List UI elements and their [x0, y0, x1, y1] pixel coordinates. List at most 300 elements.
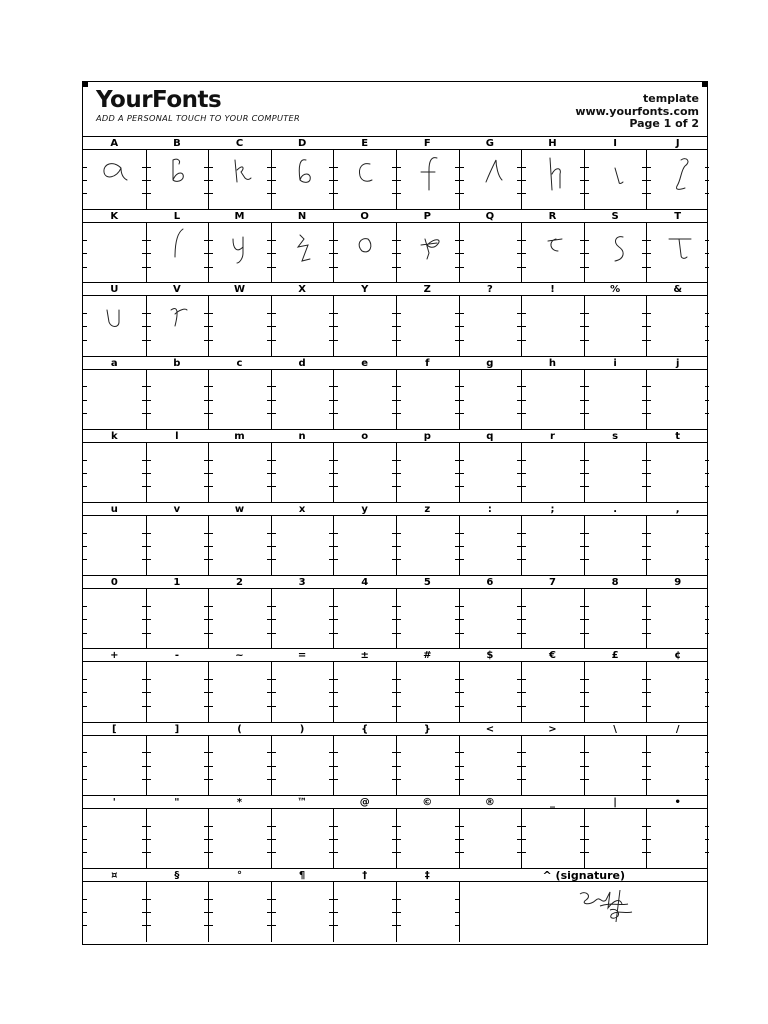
glyph-label: j [675, 357, 680, 369]
guide-tick [585, 340, 589, 341]
glyph-cell[interactable] [83, 662, 146, 722]
glyph-cell[interactable] [271, 662, 334, 722]
glyph-cell[interactable] [333, 150, 396, 210]
glyph-cell[interactable] [271, 516, 334, 576]
glyph-label: • [674, 796, 681, 808]
grid-row [83, 210, 707, 283]
label-bar [83, 576, 707, 589]
glyph-label: | [613, 796, 617, 808]
guide-tick [147, 692, 151, 693]
guide-tick [522, 340, 526, 341]
guide-tick [460, 606, 464, 607]
glyph-cell[interactable] [584, 150, 647, 210]
glyph-cell[interactable] [396, 662, 459, 722]
guide-tick [397, 852, 401, 853]
glyph-cell[interactable] [208, 150, 271, 210]
glyph-cell[interactable] [271, 809, 334, 869]
guide-tick [83, 633, 87, 634]
glyph-cell[interactable] [333, 370, 396, 430]
guide-tick [705, 546, 709, 547]
glyph-label: ¢ [674, 650, 682, 662]
grid-row [83, 503, 707, 576]
glyph-cell[interactable] [83, 882, 146, 942]
handwritten-glyph [83, 150, 146, 210]
glyph-cell[interactable] [521, 150, 584, 210]
glyph-cell[interactable] [83, 370, 146, 430]
glyph-cell[interactable] [146, 662, 209, 722]
glyph-cell[interactable] [459, 809, 522, 869]
glyph-cell[interactable] [396, 443, 459, 503]
glyph-cell[interactable] [459, 370, 522, 430]
handwritten-stroke [299, 160, 310, 183]
glyph-cell[interactable] [83, 223, 146, 283]
guide-tick [585, 413, 589, 414]
guide-tick [460, 633, 464, 634]
glyph-label: e [361, 357, 369, 369]
glyph-label: n [298, 430, 306, 442]
glyph-cell[interactable] [646, 809, 709, 869]
glyph-cell[interactable] [333, 736, 396, 796]
guide-tick [272, 606, 276, 607]
guide-tick [272, 779, 276, 780]
glyph-label: X [298, 284, 306, 296]
guide-tick [705, 413, 709, 414]
handwritten-glyph [585, 150, 648, 210]
glyph-cell[interactable] [584, 809, 647, 869]
glyph-cell[interactable] [83, 516, 146, 576]
guide-tick [147, 486, 151, 487]
glyph-cell[interactable] [396, 370, 459, 430]
handwritten-glyph [334, 223, 397, 283]
guide-tick [334, 460, 338, 461]
cell-row [83, 150, 707, 210]
glyph-label: ( [237, 723, 242, 735]
glyph-cell[interactable] [646, 516, 709, 576]
glyph-cell[interactable] [646, 736, 709, 796]
guide-tick [460, 267, 464, 268]
glyph-cell[interactable] [208, 296, 271, 356]
glyph-label: c [236, 357, 243, 369]
handwritten-stroke [173, 159, 183, 181]
glyph-cell[interactable] [146, 736, 209, 796]
guide-tick [83, 473, 87, 474]
glyph-label: © [422, 796, 433, 808]
glyph-cell[interactable] [271, 736, 334, 796]
guide-tick [83, 752, 87, 753]
signature-label: ^ (signature) [542, 869, 626, 882]
glyph-cell[interactable] [646, 370, 709, 430]
glyph-cell[interactable] [208, 736, 271, 796]
glyph-cell[interactable] [83, 589, 146, 649]
handwritten-stroke [486, 160, 502, 182]
glyph-cell[interactable] [459, 736, 522, 796]
glyph-label: ? [486, 284, 493, 296]
glyph-cell[interactable] [146, 223, 209, 283]
guide-tick [209, 400, 213, 401]
guide-tick [334, 852, 338, 853]
glyph-cell[interactable] [146, 809, 209, 869]
guide-tick [647, 460, 651, 461]
guide-tick [209, 559, 213, 560]
guide-tick [522, 852, 526, 853]
guide-tick [147, 400, 151, 401]
guide-tick [585, 679, 589, 680]
guide-tick [209, 852, 213, 853]
glyph-label: S [611, 211, 619, 223]
glyph-cell[interactable] [333, 223, 396, 283]
glyph-cell[interactable] [459, 662, 522, 722]
glyph-cell[interactable] [208, 809, 271, 869]
guide-tick [83, 912, 87, 913]
guide-tick [397, 826, 401, 827]
guide-tick [460, 692, 464, 693]
handwritten-glyph [147, 150, 210, 210]
glyph-cell[interactable] [333, 589, 396, 649]
glyph-cell[interactable] [271, 223, 334, 283]
glyph-cell[interactable] [83, 443, 146, 503]
glyph-cell[interactable] [584, 736, 647, 796]
glyph-cell[interactable] [584, 662, 647, 722]
glyph-cell[interactable] [521, 296, 584, 356]
guide-tick [147, 752, 151, 753]
glyph-label: > [548, 723, 557, 735]
guide-tick [585, 752, 589, 753]
glyph-cell[interactable] [208, 589, 271, 649]
handwritten-stroke [677, 159, 688, 190]
guide-tick [209, 460, 213, 461]
guide-tick [272, 706, 276, 707]
guide-tick [585, 386, 589, 387]
guide-tick [647, 386, 651, 387]
glyph-label: q [486, 430, 494, 442]
glyph-cell[interactable] [584, 223, 647, 283]
handwritten-stroke [298, 235, 310, 261]
glyph-cell[interactable] [521, 443, 584, 503]
handwritten-stroke [421, 239, 439, 259]
glyph-label: Q [485, 211, 495, 223]
guide-tick [334, 925, 338, 926]
glyph-label: w [234, 504, 245, 515]
guide-tick [460, 619, 464, 620]
guide-tick [209, 925, 213, 926]
grid-row [83, 357, 707, 430]
guide-tick [272, 852, 276, 853]
glyph-cell[interactable] [396, 223, 459, 283]
glyph-cell[interactable] [271, 296, 334, 356]
glyph-cell[interactable] [146, 296, 209, 356]
guide-tick [272, 912, 276, 913]
guide-tick [272, 619, 276, 620]
guide-tick [705, 779, 709, 780]
header-line-page: Page 1 of 2 [629, 117, 699, 130]
glyph-cell[interactable] [521, 809, 584, 869]
handwritten-stroke [235, 160, 251, 182]
guide-tick [522, 839, 526, 840]
guide-tick [334, 633, 338, 634]
glyph-cell[interactable] [459, 150, 522, 210]
handwritten-glyph [147, 296, 210, 356]
glyph-cell[interactable] [333, 662, 396, 722]
guide-tick [272, 473, 276, 474]
guide-tick [460, 240, 464, 241]
guide-tick [460, 473, 464, 474]
guide-tick [334, 839, 338, 840]
glyph-cell[interactable] [521, 516, 584, 576]
guide-tick [209, 692, 213, 693]
glyph-cell[interactable] [584, 370, 647, 430]
glyph-cell[interactable] [396, 150, 459, 210]
glyph-cell[interactable] [83, 736, 146, 796]
guide-tick [83, 826, 87, 827]
guide-tick [147, 912, 151, 913]
guide-tick [705, 559, 709, 560]
guide-tick [397, 912, 401, 913]
handwritten-glyph [209, 223, 272, 283]
guide-tick [647, 400, 651, 401]
glyph-cell[interactable] [459, 223, 522, 283]
guide-tick [334, 486, 338, 487]
guide-tick [647, 546, 651, 547]
glyph-cell[interactable] [83, 809, 146, 869]
guide-tick [647, 326, 651, 327]
glyph-label: z [424, 504, 431, 515]
glyph-cell[interactable] [521, 736, 584, 796]
guide-tick [522, 679, 526, 680]
label-bar [83, 796, 707, 809]
glyph-cell[interactable] [396, 736, 459, 796]
glyph-label: l [175, 430, 179, 442]
guide-tick [397, 692, 401, 693]
cell-row [83, 662, 707, 722]
glyph-cell[interactable] [396, 589, 459, 649]
guide-tick [334, 606, 338, 607]
glyph-cell[interactable] [208, 443, 271, 503]
glyph-cell[interactable] [271, 882, 334, 942]
glyph-label: / [675, 723, 680, 735]
grid-row [83, 576, 707, 649]
glyph-label: f [425, 357, 430, 369]
glyph-label: £ [611, 650, 619, 662]
guide-tick [585, 826, 589, 827]
guide-tick [585, 460, 589, 461]
guide-tick [397, 606, 401, 607]
glyph-label: : [487, 504, 492, 515]
glyph-cell[interactable] [208, 223, 271, 283]
handwritten-stroke [615, 237, 623, 261]
glyph-cell[interactable] [396, 516, 459, 576]
guide-tick [334, 706, 338, 707]
guide-tick [334, 546, 338, 547]
glyph-cell[interactable] [584, 443, 647, 503]
handwritten-stroke [550, 158, 560, 190]
guide-tick [83, 779, 87, 780]
guide-tick [522, 692, 526, 693]
guide-tick [460, 706, 464, 707]
guide-tick [209, 912, 213, 913]
guide-tick [147, 826, 151, 827]
guide-tick [272, 633, 276, 634]
guide-tick [334, 400, 338, 401]
guide-tick [272, 559, 276, 560]
glyph-cell[interactable] [584, 589, 647, 649]
guide-tick [334, 559, 338, 560]
guide-tick [272, 313, 276, 314]
glyph-label: C [235, 138, 244, 149]
glyph-cell[interactable] [333, 809, 396, 869]
glyph-cell[interactable] [646, 150, 709, 210]
glyph-cell[interactable] [396, 809, 459, 869]
guide-tick [522, 400, 526, 401]
glyph-label: ~ [235, 650, 244, 662]
guide-tick [334, 912, 338, 913]
guide-tick [209, 766, 213, 767]
guide-tick [209, 546, 213, 547]
guide-tick [334, 826, 338, 827]
header-line-template: template [643, 92, 699, 105]
glyph-cell[interactable] [646, 662, 709, 722]
guide-tick [522, 826, 526, 827]
glyph-label: § [174, 870, 180, 881]
glyph-cell[interactable] [396, 296, 459, 356]
glyph-cell[interactable] [146, 443, 209, 503]
glyph-cell[interactable] [521, 662, 584, 722]
glyph-cell[interactable] [521, 223, 584, 283]
glyph-cell[interactable] [271, 370, 334, 430]
glyph-cell[interactable] [333, 516, 396, 576]
guide-tick [647, 706, 651, 707]
glyph-label: † [362, 870, 368, 881]
guide-tick [209, 839, 213, 840]
guide-tick [147, 386, 151, 387]
guide-tick [522, 460, 526, 461]
guide-tick [209, 533, 213, 534]
glyph-cell[interactable] [646, 443, 709, 503]
guide-tick [705, 313, 709, 314]
glyph-label: r [550, 430, 555, 442]
guide-tick [83, 546, 87, 547]
glyph-cell[interactable] [208, 370, 271, 430]
label-bar [83, 137, 707, 150]
grid-row [83, 430, 707, 503]
glyph-label: L [173, 211, 181, 223]
glyph-cell[interactable] [459, 443, 522, 503]
glyph-cell[interactable] [521, 370, 584, 430]
guide-tick [460, 460, 464, 461]
guide-tick [705, 473, 709, 474]
label-bar [83, 283, 707, 296]
glyph-cell[interactable] [396, 882, 459, 942]
glyph-cell[interactable] [646, 223, 709, 283]
glyph-cell[interactable] [146, 516, 209, 576]
glyph-cell[interactable] [271, 589, 334, 649]
grid-row [83, 796, 707, 869]
glyph-cell[interactable] [459, 296, 522, 356]
glyph-cell[interactable] [333, 296, 396, 356]
guide-tick [460, 839, 464, 840]
tagline: ADD A PERSONAL TOUCH TO YOUR COMPUTER [96, 113, 301, 123]
glyph-cell[interactable] [208, 516, 271, 576]
guide-tick [460, 679, 464, 680]
guide-tick [647, 559, 651, 560]
guide-tick [147, 706, 151, 707]
glyph-label: ¶ [298, 870, 306, 881]
glyph-cell[interactable] [333, 882, 396, 942]
guide-tick [397, 899, 401, 900]
glyph-label: s [612, 430, 619, 442]
glyph-cell[interactable] [646, 296, 709, 356]
guide-tick [83, 486, 87, 487]
glyph-cell[interactable] [459, 516, 522, 576]
glyph-label: , [675, 504, 680, 515]
guide-tick [83, 706, 87, 707]
glyph-label: ) [299, 723, 305, 735]
glyph-cell[interactable] [584, 516, 647, 576]
guide-tick [334, 413, 338, 414]
guide-tick [705, 606, 709, 607]
glyph-cell[interactable] [271, 150, 334, 210]
guide-tick [209, 899, 213, 900]
glyph-cell[interactable] [146, 882, 209, 942]
guide-tick [705, 826, 709, 827]
guide-tick [397, 679, 401, 680]
signature-cell[interactable] [459, 882, 709, 942]
glyph-label: 5 [423, 577, 431, 589]
glyph-label: I [613, 138, 617, 149]
glyph-cell[interactable] [521, 589, 584, 649]
glyph-label: . [613, 504, 617, 515]
guide-tick [585, 559, 589, 560]
glyph-cell[interactable] [146, 589, 209, 649]
glyph-cell[interactable] [208, 882, 271, 942]
guide-tick [272, 925, 276, 926]
guide-tick [147, 766, 151, 767]
guide-tick [272, 546, 276, 547]
guide-tick [397, 766, 401, 767]
glyph-label: M [234, 211, 245, 223]
handwritten-glyph [147, 223, 210, 283]
glyph-cell[interactable] [271, 443, 334, 503]
guide-tick [460, 559, 464, 560]
guide-tick [272, 766, 276, 767]
cell-row [83, 443, 707, 503]
glyph-label: 8 [611, 577, 619, 589]
glyph-cell[interactable] [208, 662, 271, 722]
guide-tick [209, 486, 213, 487]
glyph-cell[interactable] [459, 589, 522, 649]
guide-tick [83, 240, 87, 241]
glyph-cell[interactable] [83, 296, 146, 356]
cell-row [83, 516, 707, 576]
glyph-label: F [423, 138, 431, 149]
guide-tick [147, 619, 151, 620]
guide-tick [522, 413, 526, 414]
glyph-label: ‡ [424, 870, 430, 881]
cell-row [83, 223, 707, 283]
glyph-cell[interactable] [83, 150, 146, 210]
glyph-cell[interactable] [146, 370, 209, 430]
guide-tick [83, 267, 87, 268]
glyph-label: 2 [236, 577, 243, 589]
glyph-cell[interactable] [584, 296, 647, 356]
glyph-cell[interactable] [333, 443, 396, 503]
grid-row [83, 723, 707, 796]
glyph-label: € [549, 650, 556, 662]
glyph-cell[interactable] [146, 150, 209, 210]
guide-tick [83, 852, 87, 853]
guide-tick [522, 619, 526, 620]
guide-tick [460, 400, 464, 401]
glyph-cell[interactable] [646, 589, 709, 649]
